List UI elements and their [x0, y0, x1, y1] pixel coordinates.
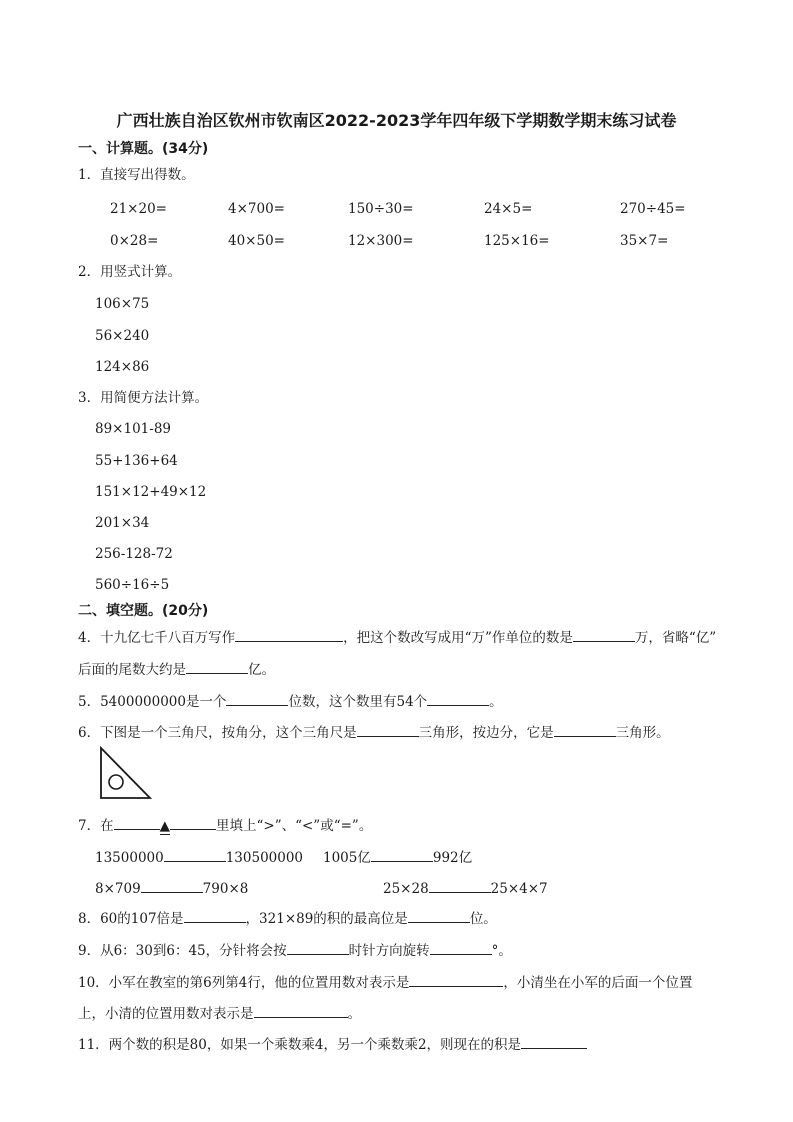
q10-text-d: 。 [347, 1006, 361, 1022]
q3-item: 151×12+49×12 [95, 484, 207, 500]
q7-r1-blank[interactable] [164, 847, 226, 862]
q10-text-c: 上，小清的位置用数对表示是 [78, 1006, 254, 1022]
page-title: 广西壮族自治区钦州市钦南区2022-2023学年四年级下学期数学期末练习试卷 [116, 111, 677, 130]
q3-item: 256-128-72 [95, 546, 173, 562]
q6-line [78, 722, 670, 742]
q4-text-d: 后面的尾数大约是 [78, 662, 186, 678]
q1-label: 1．直接写出得数。 [78, 167, 195, 183]
q10-blank-1[interactable] [409, 972, 503, 987]
q6-text-a: 6．下图是一个三角尺，按角分，这个三角尺是 [78, 725, 357, 741]
q9-line [78, 940, 512, 960]
q7-r2-blank[interactable] [141, 878, 203, 893]
q9-text-c: °。 [491, 943, 512, 959]
q3-item: 201×34 [95, 515, 150, 531]
section-2-heading: 二、填空题。(20分) [78, 603, 209, 619]
q10-text-a: 10．小军在教室的第6列第4行，他的位置用数对表示是 [78, 975, 410, 991]
q7-row2-right [383, 878, 548, 898]
q5-line [78, 691, 503, 711]
q10-line1 [78, 972, 692, 992]
q1-r1-c1: 21×20= [110, 201, 167, 217]
q4-blank-1[interactable] [235, 627, 343, 642]
q1-r2-c5: 35×7= [620, 233, 669, 249]
q4-text-b: ，把这个数改写成用“万”作单位的数是 [343, 630, 573, 646]
q1-r1-c5: 270÷45= [620, 201, 686, 217]
q3-item: 89×101-89 [95, 421, 171, 437]
q6-text-b: 三角形，按边分，它是 [418, 725, 554, 741]
q6-text-c: 三角形。 [615, 725, 670, 741]
q7-r2b-rhs: 25×4×7 [490, 881, 548, 897]
q10-text-b: ，小清坐在小军的后面一个位置 [503, 975, 693, 991]
q7-r1b-blank[interactable] [371, 847, 433, 862]
q8-text-c: 位。 [469, 911, 497, 927]
q1-r2-c4: 125×16= [484, 233, 550, 249]
q7-text-b: 里填上“>”、“<”或“=”。 [215, 818, 373, 834]
q5-text-b: 位数，这个数里有54个 [288, 694, 428, 710]
q4-text-e: 亿。 [248, 662, 275, 678]
q7-blank-right [170, 815, 216, 830]
q5-text-a: 5．5400000000是一个 [78, 694, 227, 710]
q7-r1-lhs: 13500000 [95, 850, 164, 866]
q10-line2 [78, 1003, 361, 1023]
q6-blank-1[interactable] [357, 722, 419, 737]
q7-row1-right [323, 847, 472, 867]
q11-line [78, 1034, 587, 1054]
q8-line [78, 908, 497, 928]
section-1-heading: 一、计算题。(34分) [78, 141, 209, 157]
q7-row1-left [95, 847, 303, 867]
q7-r2b-lhs: 25×28 [383, 881, 429, 897]
q3-item: 55+136+64 [95, 453, 178, 469]
q4-line1 [78, 627, 716, 647]
q3-label: 3．用简便方法计算。 [78, 390, 209, 406]
q4-blank-2[interactable] [573, 627, 635, 642]
q7-text-a: 7．在 [78, 818, 114, 834]
q1-r1-c3: 150÷30= [348, 201, 414, 217]
q7-r2-rhs: 790×8 [202, 881, 249, 897]
q7-r1-rhs: 130500000 [225, 850, 304, 866]
q7-r1b-rhs: 992亿 [432, 850, 473, 866]
q4-blank-3[interactable] [186, 659, 248, 674]
q5-blank-2[interactable] [427, 691, 489, 706]
q9-text-b: 时针方向旋转 [348, 943, 430, 959]
q7-r1b-lhs: 1005亿 [323, 850, 371, 866]
q4-text-c: 万，省略“亿” [634, 630, 717, 646]
q9-text-a: 9．从6：30到6：45，分针将会按 [78, 943, 287, 959]
q1-r2-c2: 40×50= [228, 233, 285, 249]
q3-item: 560÷16÷5 [95, 577, 170, 593]
q8-text-a: 8．60的107倍是 [78, 911, 184, 927]
triangle-ruler-figure [98, 746, 154, 802]
q7-row2-left [95, 878, 248, 898]
q2-item: 56×240 [95, 328, 150, 344]
q4-line2 [78, 659, 275, 679]
q10-blank-2[interactable] [254, 1003, 348, 1018]
q6-blank-2[interactable] [554, 722, 616, 737]
q1-r2-c3: 12×300= [348, 233, 414, 249]
q9-blank-2[interactable] [430, 940, 492, 955]
q8-blank-2[interactable] [408, 908, 470, 923]
q1-r1-c4: 24×5= [484, 201, 533, 217]
q9-blank-1[interactable] [287, 940, 349, 955]
q11-blank-1[interactable] [521, 1034, 587, 1049]
q7-line [78, 815, 372, 835]
q5-blank-1[interactable] [226, 691, 288, 706]
q7-blank-left [114, 815, 160, 830]
q11-text-a: 11．两个数的积是80，如果一个乘数乘4，另一个乘数乘2，则现在的积是 [78, 1037, 522, 1053]
q1-r1-c2: 4×700= [228, 201, 285, 217]
q7-r2-lhs: 8×709 [95, 881, 141, 897]
q5-text-c: 。 [489, 694, 503, 710]
q2-item: 106×75 [95, 296, 150, 312]
q1-r2-c1: 0×28= [110, 233, 159, 249]
q8-blank-1[interactable] [184, 908, 246, 923]
q7-r2b-blank[interactable] [429, 878, 491, 893]
q2-item: 124×86 [95, 359, 150, 375]
q4-text-a: 4．十九亿七千八百万写作 [78, 630, 236, 646]
q8-text-b: ，321×89的积的最高位是 [245, 911, 408, 927]
q7-triangle-symbol: ▲ [159, 818, 170, 834]
q2-label: 2．用竖式计算。 [78, 264, 182, 280]
